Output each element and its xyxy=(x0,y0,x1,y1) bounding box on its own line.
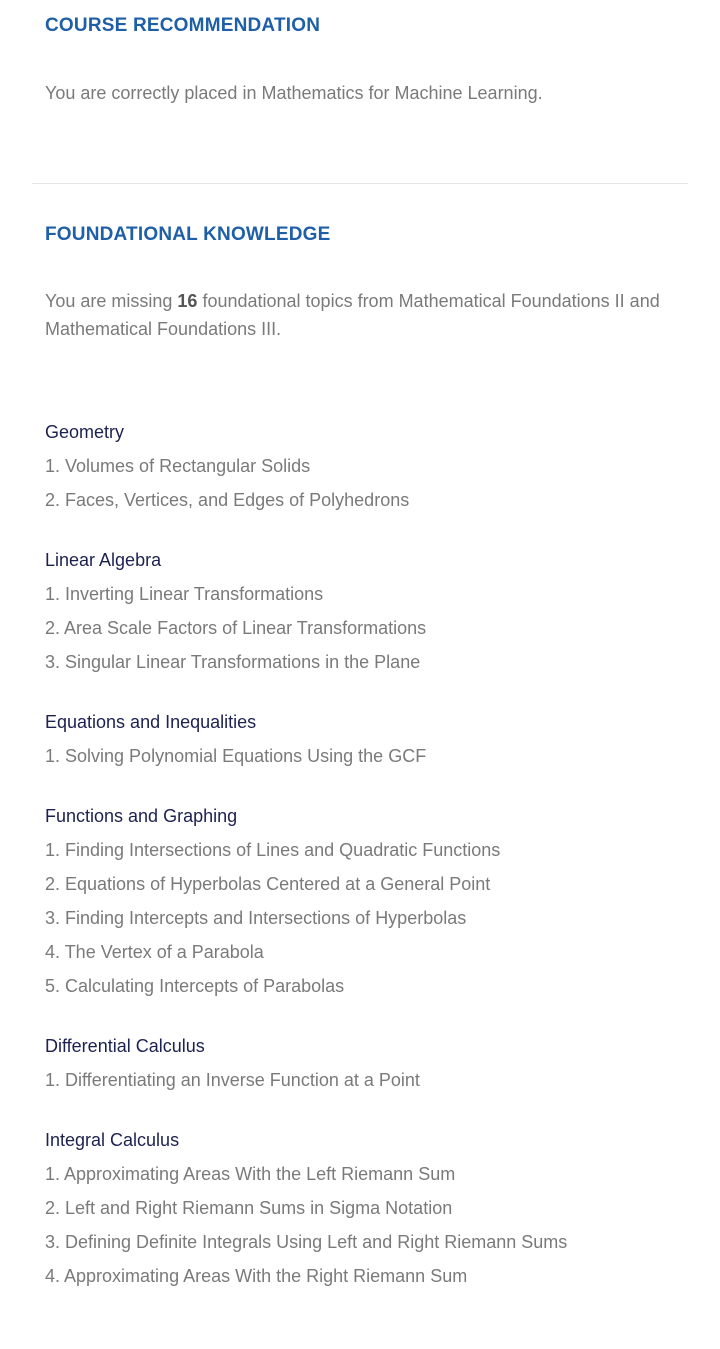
topic-item: 2. Equations of Hyperbolas Centered at a General Point xyxy=(45,874,491,894)
topic-item: 2. Faces, Vertices, and Edges of Polyhedrons xyxy=(45,490,410,510)
topic-item: 1. Finding Intersections of Lines and Quadratic Functions xyxy=(45,840,501,860)
topic-group xyxy=(45,418,685,514)
topic-group-title: Differential Calculus xyxy=(45,1036,205,1056)
topic-item: 2. Area Scale Factors of Linear Transformations xyxy=(45,618,427,638)
topic-group-title: Geometry xyxy=(45,422,125,442)
topic-item: 5. Calculating Intercepts of Parabolas xyxy=(45,976,345,996)
topic-list xyxy=(45,580,685,676)
course-recommendation-heading: COURSE RECOMMENDATION xyxy=(45,15,321,36)
topic-item: 4. Approximating Areas With the Right Riemann Sum xyxy=(45,1266,468,1286)
topic-list xyxy=(45,1160,685,1290)
topic-list xyxy=(45,452,685,514)
missing-text-before: You are missing xyxy=(45,291,178,311)
topic-item: 1. Inverting Linear Transformations xyxy=(45,584,324,604)
topic-item: 4. The Vertex of a Parabola xyxy=(45,942,264,962)
topic-group-title: Integral Calculus xyxy=(45,1130,180,1150)
foundational-knowledge-text xyxy=(45,287,665,343)
topic-group-title: Functions and Graphing xyxy=(45,806,238,826)
topic-list xyxy=(45,1066,685,1094)
topic-group xyxy=(45,802,685,1000)
section-divider xyxy=(32,183,688,184)
topic-group xyxy=(45,546,685,676)
topic-list xyxy=(45,742,685,770)
topic-item: 1. Differentiating an Inverse Function at a Point xyxy=(45,1070,420,1090)
topic-item: 1. Solving Polynomial Equations Using the GCF xyxy=(45,746,427,766)
topic-group-title: Equations and Inequalities xyxy=(45,712,257,732)
topic-group xyxy=(45,1032,685,1094)
missing-topics-list xyxy=(45,418,685,1322)
topic-item: 1. Approximating Areas With the Left Riemann Sum xyxy=(45,1164,456,1184)
topic-item: 2. Left and Right Riemann Sums in Sigma Notation xyxy=(45,1198,453,1218)
missing-topic-count: 16 xyxy=(177,291,198,311)
topic-group-title: Linear Algebra xyxy=(45,550,162,570)
topic-group xyxy=(45,708,685,770)
topic-item: 3. Defining Definite Integrals Using Left and Right Riemann Sums xyxy=(45,1232,568,1252)
course-recommendation-text: You are correctly placed in Mathematics for Machine Learning. xyxy=(45,83,543,103)
topic-item: 3. Singular Linear Transformations in the Plane xyxy=(45,652,421,672)
missing-text-after: foundational topics from Mathematical Foundations II and Mathematical Foundations III. xyxy=(45,291,660,339)
topic-item: 1. Volumes of Rectangular Solids xyxy=(45,456,311,476)
topic-item: 3. Finding Intercepts and Intersections of Hyperbolas xyxy=(45,908,467,928)
foundational-knowledge-heading: FOUNDATIONAL KNOWLEDGE xyxy=(45,224,331,245)
topic-group xyxy=(45,1126,685,1290)
topic-list xyxy=(45,836,685,1000)
